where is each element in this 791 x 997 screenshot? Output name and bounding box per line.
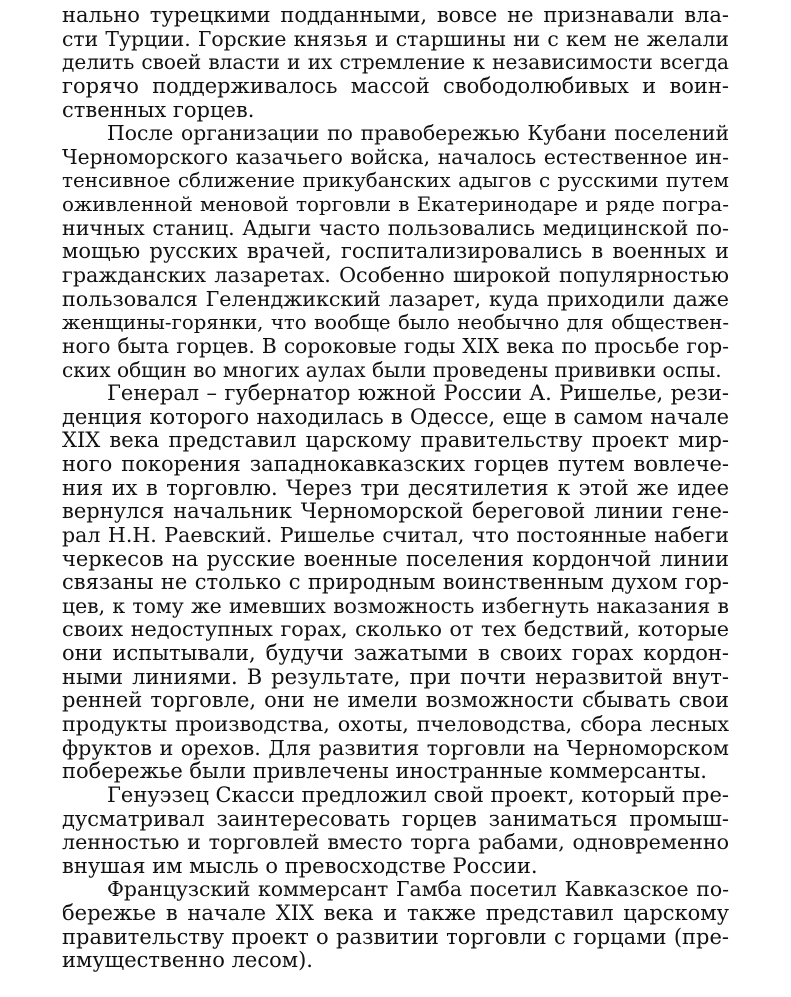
- text-line: внушая им мысль о превосходстве России.: [62, 853, 538, 878]
- text-line: имущественно лесом).: [62, 948, 313, 973]
- text-line: побережье были привлечены иностранные коммерсанты.: [62, 759, 707, 784]
- text-line: рал Н.Н. Раевский. Ришелье считал, что постоянные набеги: [62, 522, 729, 547]
- text-line: правительству проект о развитии торговли с горцами (пре-: [62, 924, 729, 949]
- text-line: горячо поддерживалось массой свободолюбивых и воин-: [62, 73, 729, 98]
- text-line: Черноморского казачьего войска, началось естественное ин-: [62, 144, 729, 169]
- text-line: цев, к тому же имевших возможность избегнуть наказания в: [62, 593, 729, 618]
- text-line: мощью русских врачей, госпитализировались в военных и: [62, 239, 729, 264]
- text-line: После организации по правобережью Кубани поселений: [107, 121, 729, 146]
- text-line: своих недоступных горах, сколько от тех бедствий, которые: [62, 617, 729, 642]
- text-line: нально турецкими подданными, вовсе не признавали вла-: [62, 3, 729, 27]
- text-line: ными линиями. В результате, при почти неразвитой внут-: [62, 664, 729, 689]
- text-line: тенсивное сближение прикубанских адыгов с русскими путем: [62, 169, 729, 193]
- text-line: денция которого находилась в Одессе, еще в самом начале: [62, 404, 729, 429]
- text-line: Генерал – губернатор южной России А. Ришелье, рези-: [107, 381, 729, 406]
- text-line: связаны не столько с природным воинственным духом гор-: [62, 570, 729, 595]
- text-line: делить своей власти и их стремление к независимости всегда: [62, 50, 729, 75]
- text-line: сти Турции. Горские князья и старшины ни с кем не желали: [62, 26, 729, 51]
- text-line: ленностью и торговлей вместо торга рабами, одновременно: [62, 830, 729, 855]
- text-line: Генуэзец Скасси предложил свой проект, который пре-: [107, 782, 729, 807]
- text-line: оживленной меновой торговли в Екатеринодаре и ряде погра-: [62, 193, 729, 217]
- text-line: бережье в начале XIX века и также представил царскому: [62, 901, 729, 926]
- text-line: фруктов и орехов. Для развития торговли на Черноморском: [62, 735, 729, 760]
- text-line: ния их в торговлю. Через три десятилетия к этой же идее: [62, 475, 729, 500]
- text-line: XIX века представил царскому правительству проект мир-: [62, 428, 729, 453]
- text-line: пользовался Геленджикский лазарет, куда приходили даже: [62, 286, 729, 311]
- text-line: вернулся начальник Черноморской береговой линии гене-: [62, 499, 729, 524]
- text-line: продукты производства, охоты, пчеловодства, сбора лесных: [62, 712, 729, 737]
- text-line: ственных горцев.: [62, 97, 255, 122]
- text-line: дусматривал заинтересовать горцев заниматься промыш-: [62, 806, 729, 831]
- text-line: ного покорения западнокавказских горцев путем вовлече-: [62, 452, 729, 477]
- text-line: женщины-горянки, что вообще было необычно для обществен-: [62, 311, 729, 335]
- text-line: они испытывали, будучи зажатыми в своих горах кордон-: [62, 641, 729, 666]
- text-line: ного быта горцев. В сороковые годы XIX века по просьбе гор-: [62, 333, 729, 358]
- text-line: Французский коммерсант Гамба посетил Кавказское по-: [107, 877, 729, 902]
- text-line: ренней торговле, они не имели возможности сбывать свои: [62, 688, 729, 713]
- text-line: черкесов на русские военные поселения кордончой линии: [62, 546, 729, 571]
- text-line: ских общин во многих аулах были проведены прививки оспы.: [62, 357, 722, 382]
- text-line: гражданских лазаретах. Особенно широкой популярностью: [62, 262, 729, 287]
- text-line: ничных станиц. Адыги часто пользовались медицинской по-: [62, 215, 729, 240]
